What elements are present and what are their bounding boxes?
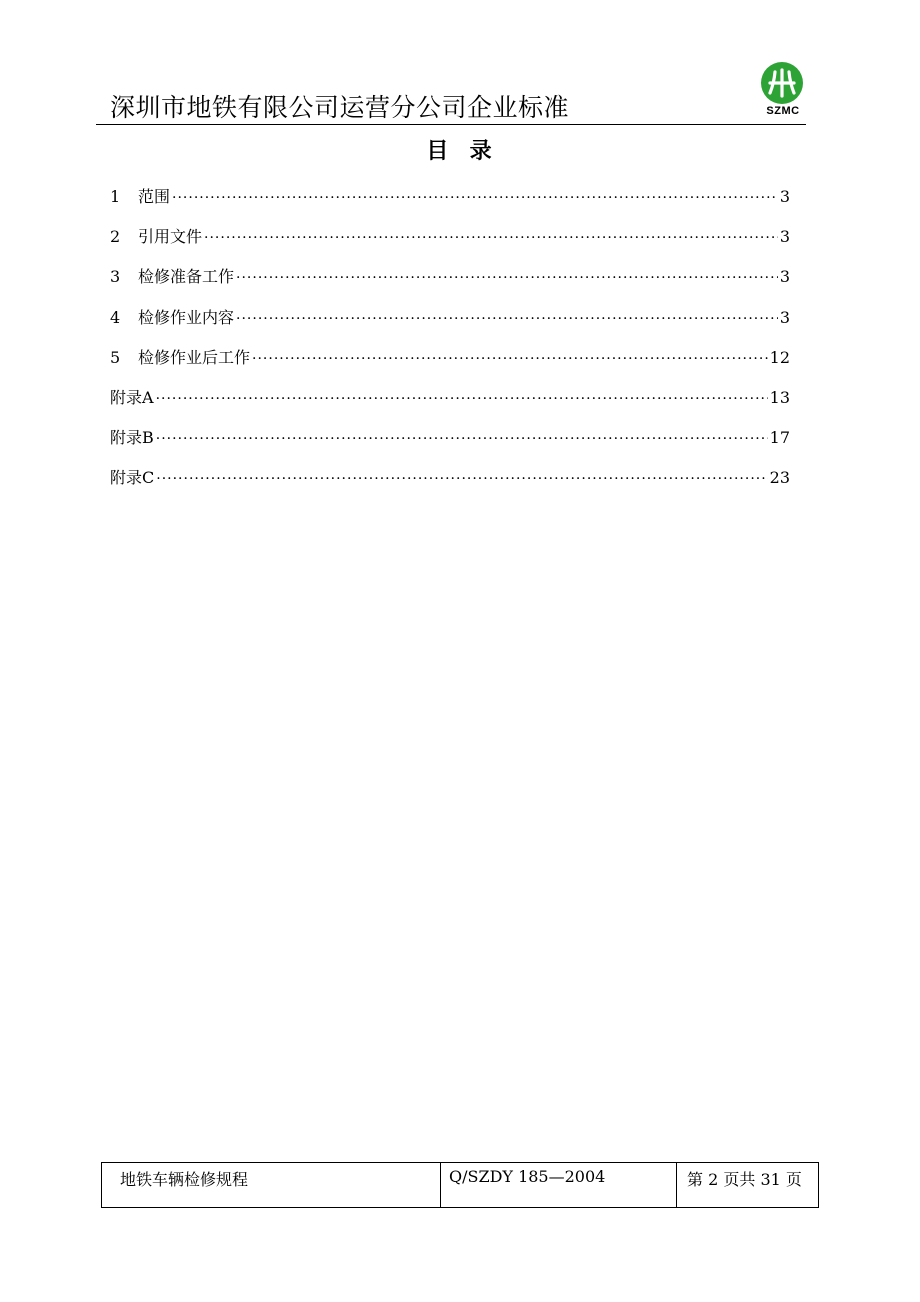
toc-entry-label: 检修作业后工作: [138, 347, 251, 367]
toc-entry-label: 检修作业内容: [138, 307, 235, 327]
toc-entry-page: 3: [779, 187, 790, 206]
toc-entry-page: 3: [779, 227, 790, 247]
szmc-logo-icon: [761, 62, 803, 104]
toc-entry-number: 5: [110, 347, 121, 367]
toc-entry-page: 23: [769, 468, 790, 488]
dot-leader: [236, 270, 778, 286]
dot-leader: [236, 311, 778, 327]
toc-entry[interactable]: [110, 184, 790, 224]
toc-entry-label: 检修准备工作: [138, 267, 235, 287]
toc-entry-page: 3: [779, 267, 790, 287]
toc-entry-label: 附录B: [110, 428, 154, 448]
company-standard-title: 深圳市地铁有限公司运营分公司企业标准: [110, 93, 570, 122]
toc-entry-number: 2: [110, 227, 121, 247]
page-footer: [101, 1162, 819, 1208]
toc-entry-label: 附录A: [110, 387, 154, 407]
szmc-logo: [758, 62, 808, 122]
toc-heading: 目 录: [426, 139, 494, 164]
toc-entry[interactable]: [110, 305, 790, 345]
toc-entry-page: 12: [769, 347, 790, 367]
toc-entry[interactable]: [110, 345, 790, 385]
dot-leader: [252, 351, 768, 367]
toc-entry-page: 17: [769, 428, 790, 448]
table-of-contents: [110, 184, 790, 506]
header-divider: [96, 124, 806, 125]
dot-leader: [172, 190, 778, 206]
toc-entry-number: 1: [110, 187, 121, 206]
toc-entry[interactable]: [110, 385, 790, 425]
toc-entry-page: 3: [779, 307, 790, 327]
toc-entry-number: 4: [110, 307, 121, 327]
toc-entry[interactable]: [110, 224, 790, 264]
toc-entry[interactable]: [110, 465, 790, 505]
dot-leader: [156, 431, 768, 447]
toc-entry-label: 附录C: [110, 468, 155, 488]
dot-leader: [156, 471, 767, 487]
toc-entry-label: 范围: [138, 187, 171, 206]
dot-leader: [156, 391, 768, 407]
szmc-logo-text: SZMC: [766, 105, 800, 117]
footer-page-info: 第 2 页共 31 页: [677, 1163, 819, 1208]
toc-entry-label: 引用文件: [138, 227, 203, 247]
footer-document-code: Q/SZDY 185—2004: [441, 1163, 677, 1208]
footer-document-name: 地铁车辆检修规程: [102, 1163, 441, 1208]
toc-entry-number: 3: [110, 267, 121, 287]
toc-entry[interactable]: [110, 264, 790, 304]
dot-leader: [204, 230, 778, 246]
toc-entry-page: 13: [769, 387, 790, 407]
toc-entry[interactable]: [110, 425, 790, 465]
